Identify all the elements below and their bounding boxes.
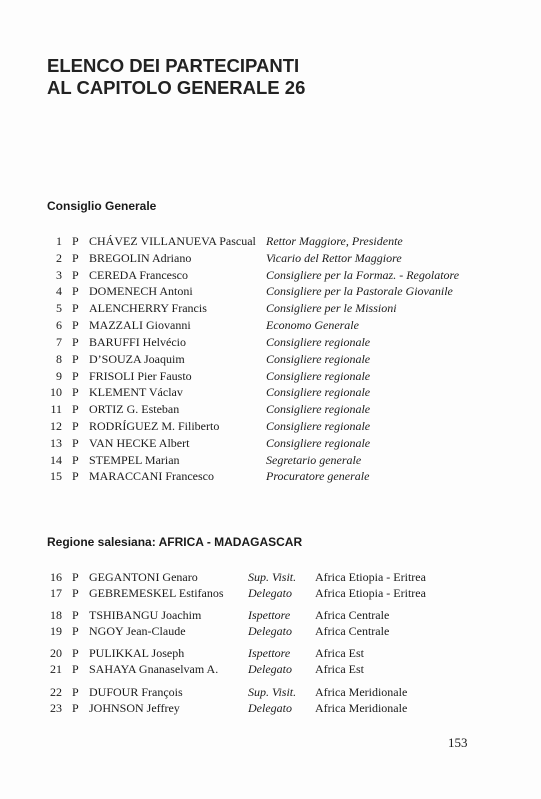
participant-row xyxy=(0,250,541,266)
participant-role: Consigliere regionale xyxy=(266,335,371,349)
participant-row xyxy=(0,401,541,417)
participant-name: GEGANTONI Genaro xyxy=(89,570,198,584)
participant-province: Africa Centrale xyxy=(315,624,390,638)
participant-name: JOHNSON Jeffrey xyxy=(89,701,180,715)
participant-prefix: P xyxy=(72,608,79,622)
participant-prefix: P xyxy=(72,436,79,450)
participant-number: 19 xyxy=(50,624,62,638)
participant-role: Procuratore generale xyxy=(266,469,370,483)
participant-number: 6 xyxy=(56,318,62,332)
participant-role: Sup. Visit. xyxy=(248,570,297,584)
participant-row xyxy=(0,384,541,400)
participant-row xyxy=(0,700,541,716)
participant-row xyxy=(0,585,541,601)
participant-province: Africa Meridionale xyxy=(315,685,408,699)
participant-role: Consigliere per le Missioni xyxy=(266,301,397,315)
participant-province: Africa Etiopia - Eritrea xyxy=(315,586,426,600)
participant-name: NGOY Jean-Claude xyxy=(89,624,186,638)
participant-province: Africa Est xyxy=(315,646,364,660)
participant-role: Delegato xyxy=(248,586,292,600)
participant-prefix: P xyxy=(72,369,79,383)
participant-name: TSHIBANGU Joachim xyxy=(89,608,202,622)
participant-role: Ispettore xyxy=(248,608,291,622)
participant-row xyxy=(0,283,541,299)
title-line-2: AL CAPITOLO GENERALE 26 xyxy=(47,77,306,98)
section-heading-region: Regione salesiana: AFRICA - MADAGASCAR xyxy=(47,535,303,549)
participant-number: 16 xyxy=(50,570,62,584)
participant-province: Africa Etiopia - Eritrea xyxy=(315,570,426,584)
participant-number: 4 xyxy=(56,284,62,298)
participant-row xyxy=(0,623,541,639)
participant-row xyxy=(0,645,541,661)
participant-row xyxy=(0,233,541,249)
participant-number: 15 xyxy=(50,469,62,483)
participant-prefix: P xyxy=(72,385,79,399)
participant-number: 14 xyxy=(50,453,62,467)
participant-prefix: P xyxy=(72,301,79,315)
participant-prefix: P xyxy=(72,646,79,660)
participant-role: Consigliere per la Pastorale Giovanile xyxy=(266,284,453,298)
participant-row xyxy=(0,267,541,283)
participant-province: Africa Est xyxy=(315,662,364,676)
participant-prefix: P xyxy=(72,318,79,332)
participant-name: CHÁVEZ VILLANUEVA Pascual xyxy=(89,234,256,248)
participant-number: 13 xyxy=(50,436,62,450)
participant-row xyxy=(0,317,541,333)
participant-number: 21 xyxy=(50,662,62,676)
participant-name: FRISOLI Pier Fausto xyxy=(89,369,192,383)
participant-number: 20 xyxy=(50,646,62,660)
participant-role: Ispettore xyxy=(248,646,291,660)
participant-prefix: P xyxy=(72,419,79,433)
participant-name: D’SOUZA Joaquim xyxy=(89,352,185,366)
participant-province: Africa Meridionale xyxy=(315,701,408,715)
participant-role: Rettor Maggiore, Presidente xyxy=(266,234,403,248)
participant-name: CEREDA Francesco xyxy=(89,268,188,282)
participant-name: SAHAYA Gnanaselvam A. xyxy=(89,662,219,676)
participant-name: DOMENECH Antoni xyxy=(89,284,193,298)
participant-prefix: P xyxy=(72,234,79,248)
participant-prefix: P xyxy=(72,586,79,600)
participant-role: Consigliere per la Formaz. - Regolatore xyxy=(266,268,460,282)
participant-prefix: P xyxy=(72,469,79,483)
participant-role: Delegato xyxy=(248,662,292,676)
participant-role: Consigliere regionale xyxy=(266,436,371,450)
participant-number: 3 xyxy=(56,268,62,282)
participant-role: Delegato xyxy=(248,624,292,638)
participant-name: MAZZALI Giovanni xyxy=(89,318,191,332)
participant-number: 17 xyxy=(50,586,62,600)
participant-name: BARUFFI Helvécio xyxy=(89,335,186,349)
participant-number: 5 xyxy=(56,301,62,315)
participant-row xyxy=(0,452,541,468)
participant-role: Delegato xyxy=(248,701,292,715)
participant-role: Sup. Visit. xyxy=(248,685,297,699)
participant-prefix: P xyxy=(72,268,79,282)
participant-number: 22 xyxy=(50,685,62,699)
participant-role: Economo Generale xyxy=(266,318,359,332)
participant-role: Consigliere regionale xyxy=(266,402,371,416)
participant-role: Vicario del Rettor Maggiore xyxy=(266,251,402,265)
participant-row xyxy=(0,368,541,384)
participant-role: Consigliere regionale xyxy=(266,369,371,383)
participant-number: 8 xyxy=(56,352,62,366)
participant-row xyxy=(0,468,541,484)
participant-province: Africa Centrale xyxy=(315,608,390,622)
participant-name: PULIKKAL Joseph xyxy=(89,646,185,660)
participant-name: MARACCANI Francesco xyxy=(89,469,214,483)
participant-number: 11 xyxy=(50,402,62,416)
section-heading-council: Consiglio Generale xyxy=(47,199,157,213)
participant-prefix: P xyxy=(72,284,79,298)
participant-prefix: P xyxy=(72,662,79,676)
participant-row xyxy=(0,435,541,451)
participant-row xyxy=(0,334,541,350)
participant-prefix: P xyxy=(72,570,79,584)
participant-number: 7 xyxy=(56,335,62,349)
participant-number: 2 xyxy=(56,251,62,265)
participant-name: KLEMENT Václav xyxy=(89,385,183,399)
participant-number: 18 xyxy=(50,608,62,622)
participant-prefix: P xyxy=(72,251,79,265)
participant-prefix: P xyxy=(72,352,79,366)
participant-row xyxy=(0,661,541,677)
participant-name: RODRÍGUEZ M. Filiberto xyxy=(89,419,220,433)
participant-number: 1 xyxy=(56,234,62,248)
participant-role: Consigliere regionale xyxy=(266,352,371,366)
participant-row xyxy=(0,684,541,700)
participant-role: Consigliere regionale xyxy=(266,385,371,399)
participant-name: GEBREMESKEL Estifanos xyxy=(89,586,224,600)
participant-name: BREGOLIN Adriano xyxy=(89,251,192,265)
participant-role: Consigliere regionale xyxy=(266,419,371,433)
participant-name: STEMPEL Marian xyxy=(89,453,180,467)
participant-prefix: P xyxy=(72,402,79,416)
participant-row xyxy=(0,569,541,585)
participant-role: Segretario generale xyxy=(266,453,362,467)
participant-row xyxy=(0,607,541,623)
title-line-1: ELENCO DEI PARTECIPANTI xyxy=(47,55,300,76)
page-number: 153 xyxy=(448,735,468,750)
participant-number: 12 xyxy=(50,419,62,433)
participant-row xyxy=(0,418,541,434)
participant-name: DUFOUR François xyxy=(89,685,183,699)
participant-row xyxy=(0,300,541,316)
participant-name: ORTIZ G. Esteban xyxy=(89,402,180,416)
participant-prefix: P xyxy=(72,685,79,699)
participant-name: ALENCHERRY Francis xyxy=(89,301,207,315)
participant-number: 23 xyxy=(50,701,62,715)
participant-number: 9 xyxy=(56,369,62,383)
page-title xyxy=(47,55,305,99)
participant-name: VAN HECKE Albert xyxy=(89,436,190,450)
participant-row xyxy=(0,351,541,367)
participant-prefix: P xyxy=(72,701,79,715)
participant-prefix: P xyxy=(72,624,79,638)
participant-number: 10 xyxy=(50,385,62,399)
participant-prefix: P xyxy=(72,335,79,349)
participant-prefix: P xyxy=(72,453,79,467)
